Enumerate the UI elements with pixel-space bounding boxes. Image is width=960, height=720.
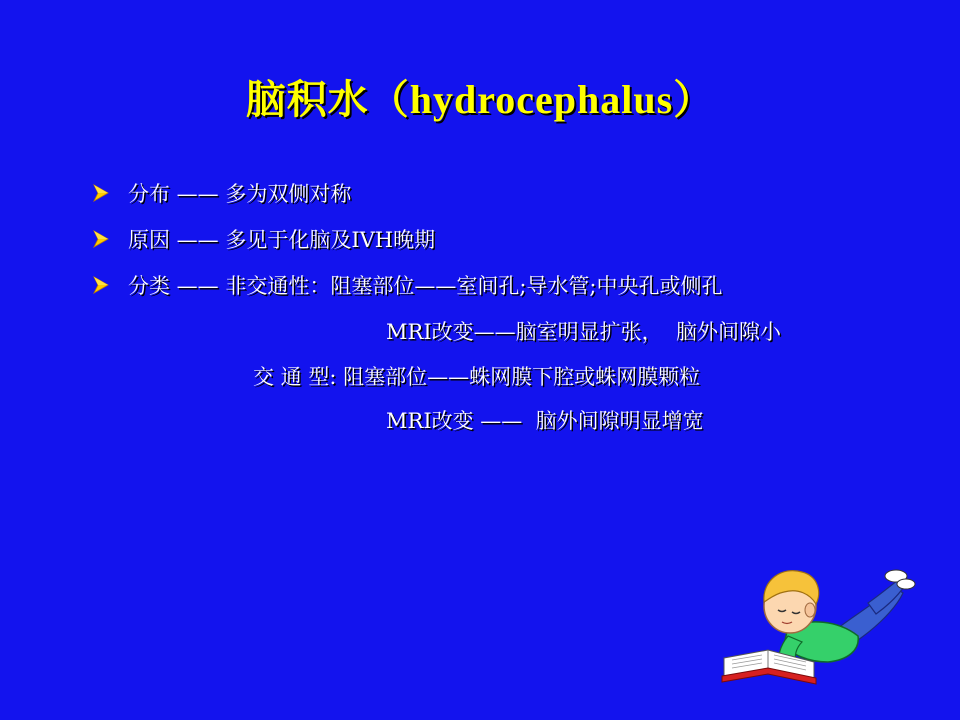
sub-line-communicating-type: 交 通 型: 阻塞部位——蛛网膜下腔或蛛网膜颗粒 [253, 365, 701, 389]
sub-line-noncommunicating-mri: MRI改变——脑室明显扩张， 脑外间隙小 [386, 320, 781, 344]
sub-line-communicating-mri: MRI改变 —— 脑外间隙明显增宽 [386, 409, 704, 433]
boy-reading-book-icon [718, 558, 918, 693]
slide-title [0, 68, 960, 125]
list-item-cause: 原因 —— 多见于化脑及IVH晚期 [128, 228, 436, 252]
arrowhead-bullet-icon [92, 275, 110, 295]
arrowhead-bullet-icon [92, 183, 110, 203]
arrowhead-bullet-icon [92, 229, 110, 249]
list-item-classification: 分类 —— 非交通性：阻塞部位——室间孔;导水管;中央孔或侧孔 [128, 274, 723, 298]
title-chinese: 脑积水 [245, 76, 369, 123]
list-item-distribution: 分布 —— 多为双侧对称 [128, 182, 352, 206]
title-english: （hydrocephalus） [368, 77, 715, 122]
